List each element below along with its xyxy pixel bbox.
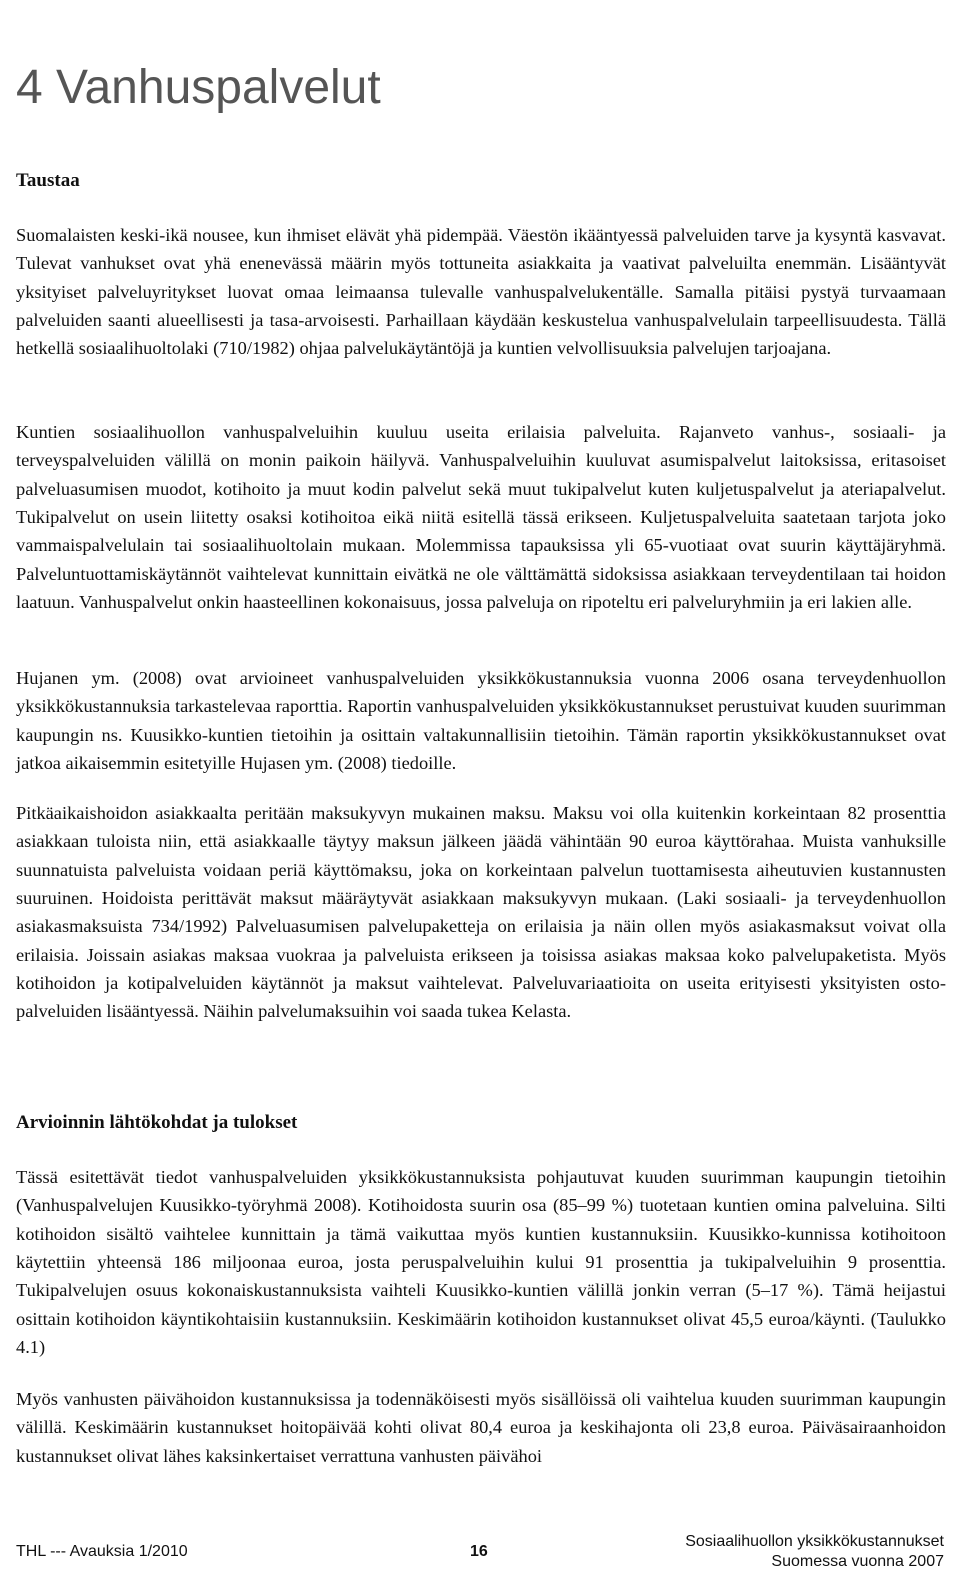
paragraph-background-2: Kuntien sosiaalihuollon vanhuspalveluihin kuuluu useita erilaisia palveluita. Rajanveto vanhus-, sosiaali- ja terveyspalveluiden välillä on monin paikoin häilyvä. Vanhuspalveluihin kuuluvat asumispalvelut laitoksissa, eritasoiset palveluasumisen muodot, kotihoito ja muut kodin palvelut sekä muut tukipalvelut kuten kuljetuspalvelut ja ateriapalvelut. Tukipalvelut on usein liitetty osaksi kotihoitoa eikä niitä esitellä tässä erikseen. Kuljetuspalveluita saatetaan tarjota joko vammaispalvelulain tai sosiaalihuoltolain mukaan. Molemmissa tapauksissa yli 65-vuotiaat ovat suurin käyttäjäryhmä. Palveluntuottamiskäytännöt vaihtelevat kunnittain eivätkä ne ole välttämättä sidoksissa asiakkaan terveydentilaan tai hoidon laatuun. Vanhuspalvelut onkin haasteellinen kokonaisuus, jossa palveluja on ripoteltu eri palveluryhmiin ja eri lakien alle. [16,422,946,613]
paragraph-results-2: Myös vanhusten päivähoidon kustannuksissa ja todennäköisesti myös sisällöissä oli vaihtelua kuuden suurimman kaupungin välillä. Keskimäärin kustannukset hoitopäivää kohti olivat 80,4 euroa ja keskihajonta oli 23,8 euroa. Päiväsairaanhoidon kustannukset olivat lähes kaksinkertaiset verrattuna vanhusten päivähoi [16,1389,946,1466]
paragraph-background-3: Hujanen ym. (2008) ovat arvioineet vanhuspalveluiden yksikkökustannuksia vuonna 2006 osana terveydenhuollon yksikkökustannuksia tarkastelevaa raporttia. Raportin vanhuspalveluiden yksikkökustannukset perustuivat kuuden suurimman kaupungin ns. Kuusikko-kuntien tietoihin ja osittain valtakunnallisiin tietoihin. Tämän raportin yksikkökustannukset ovat jatkoa aikaisemmin esitetyille Hujasen ym. (2008) tiedoille. [16,668,946,774]
footer-page-number: 16 [470,1543,488,1560]
page-footer [0,1532,960,1572]
page-title: 4 Vanhuspalvelut [16,61,381,114]
section-heading-results: Arvioinnin lähtökohdat ja tulokset [16,1112,298,1133]
footer-publisher: THL --- Avauksia 1/2010 [16,1543,188,1560]
paragraph-background-4: Pitkäaikaishoidon asiakkaalta peritään maksukyvyn mukainen maksu. Maksu voi olla kuitenkin korkeintaan 82 prosenttia asiakkaan tuloista niin, että asiakkaalle täytyy maksun jälkeen jäädä vähintään 90 euroa käyttörahaa. Muista vanhuksille suunnatuista palveluista voidaan periä käyttömaksu, joka on korkeintaan palvelun tuottamisesta aiheutuvien kustannusten suuruinen. Hoidoista perittävät maksut määräytyvät asiakkaan maksukyvyn mukaan. (Laki sosiaali- ja terveydenhuollon asiakasmaksuista 734/1992) Palveluasumisen palvelupaketteja on erilaisia ja näin ollen myös asiakasmaksut voivat olla erilaisia. Joissain asiakas maksaa vuokraa ja palveluista erikseen ja toisissa asiakas maksaa koko palvelupaketista. Myös kotihoidon ja kotipalveluiden käytännöt ja maksut vaihtelevat. Palveluvariaatioita on useita erityisesti yksityisten ostopalveluiden lisääntyessä. Näihin palvelumaksuihin voi saada tukea Kelasta. [16,803,946,1022]
footer-report-title-line1: Sosiaalihuollon yksikkökustannukset [685,1533,944,1550]
footer-report-title [685,1532,944,1572]
section-heading-background: Taustaa [16,170,80,191]
paragraph-background-1: Suomalaisten keski-ikä nousee, kun ihmiset elävät yhä pidempää. Väestön ikääntyessä palveluiden tarve ja kysyntä kasvavat. Tulevat vanhukset ovat yhä enenevässä määrin myös tottuneita asiakkaita ja vaativat palveluilta enemmän. Lisääntyvät yksityiset palveluyritykset luovat omaa leimaansa tulevalle vanhuspalvelukentälle. Samalla pitäisi pystyä turvaamaan palveluiden saanti alueellisesti ja tasa-arvoisesti. Parhaillaan käydään keskustelua vanhuspalvelulain tarpeellisuudesta. Tällä hetkellä sosiaalihuoltolaki (710/1982) ohjaa palvelukäytäntöjä ja kuntien velvollisuuksia palvelujen tarjoajana. [16,225,946,359]
paragraph-results-1: Tässä esitettävät tiedot vanhuspalveluiden yksikkökustannuksista pohjautuvat kuuden suurimman kaupungin tietoihin (Vanhuspalvelujen Kuusikko-työryhmä 2008). Kotihoidosta suurin osa (85–99 %) tuotetaan kuntien omina palveluina. Silti kotihoidon sisältö vaihtelee kunnittain ja tämä vaikuttaa myös kuntien kustannuksiin. Kuusikko-kunnissa kotihoitoon käytettiin yhteensä 186 miljoonaa euroa, josta peruspalveluihin kului 91 prosenttia ja tukipalveluihin 9 prosenttia. Tukipalvelujen osuus kokonaiskustannuksista vaihteli Kuusikko-kuntien välillä jonkin verran (5–17 %). Tämä heijastui osittain kotihoidon käyntikohtaisiin kustannuksiin. Keskimäärin kotihoidon kustannukset olivat 45,5 euroa/käynti. (Taulukko 4.1) [16,1167,946,1358]
footer-report-title-line2: Suomessa vuonna 2007 [771,1553,944,1570]
